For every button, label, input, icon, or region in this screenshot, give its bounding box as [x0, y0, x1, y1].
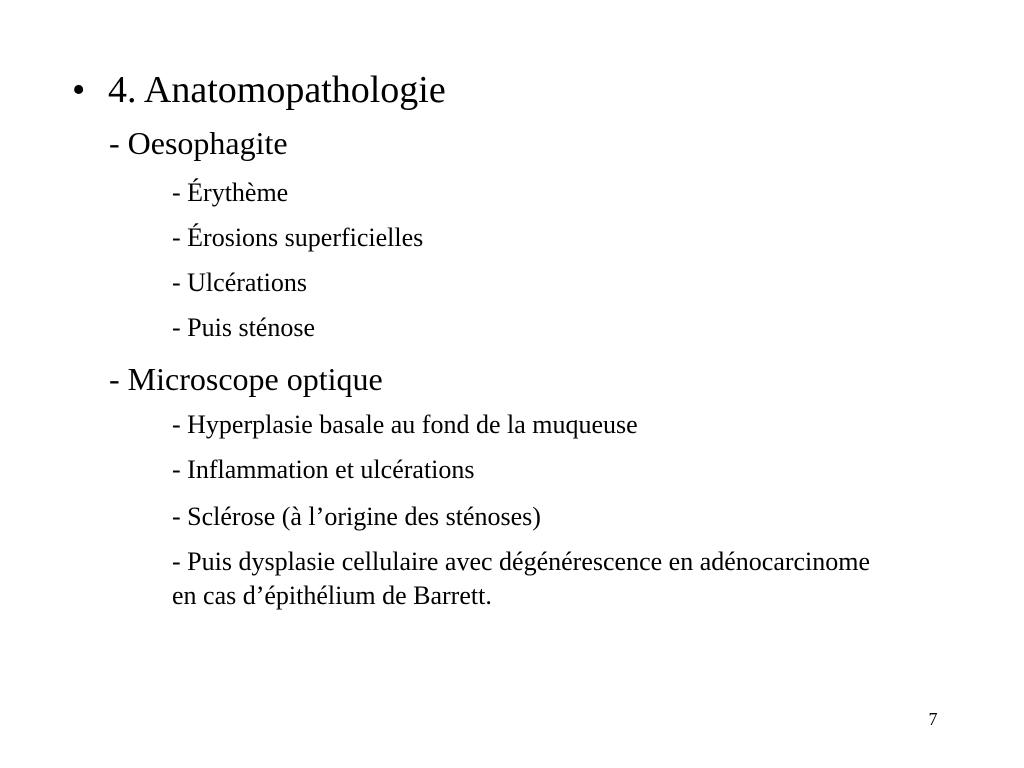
- list-item: - Ulcérations: [172, 268, 308, 297]
- list-item: - Puis sténose: [172, 313, 315, 342]
- page-number: 7: [928, 709, 938, 729]
- list-item: - Sclérose (à l’origine des sténoses): [172, 502, 541, 531]
- heading-text: 4. Anatomopathologie: [108, 69, 446, 111]
- list-item: - Puis dysplasie cellulaire avec dégénérescence en adénocarcinome en cas d’épithélium de Barrett.: [172, 547, 871, 610]
- section-title-oesophagite: - Oesophagite: [109, 125, 288, 161]
- list-item: - Hyperplasie basale au fond de la muqueuse: [172, 410, 638, 439]
- section-title-microscope: - Microscope optique: [109, 361, 383, 397]
- bullet-icon: •: [72, 69, 86, 111]
- list-item: - Érosions superficielles: [172, 223, 424, 252]
- list-item: - Inflammation et ulcérations: [172, 455, 475, 484]
- slide-heading: [72, 68, 446, 112]
- list-item: - Érythème: [172, 178, 289, 207]
